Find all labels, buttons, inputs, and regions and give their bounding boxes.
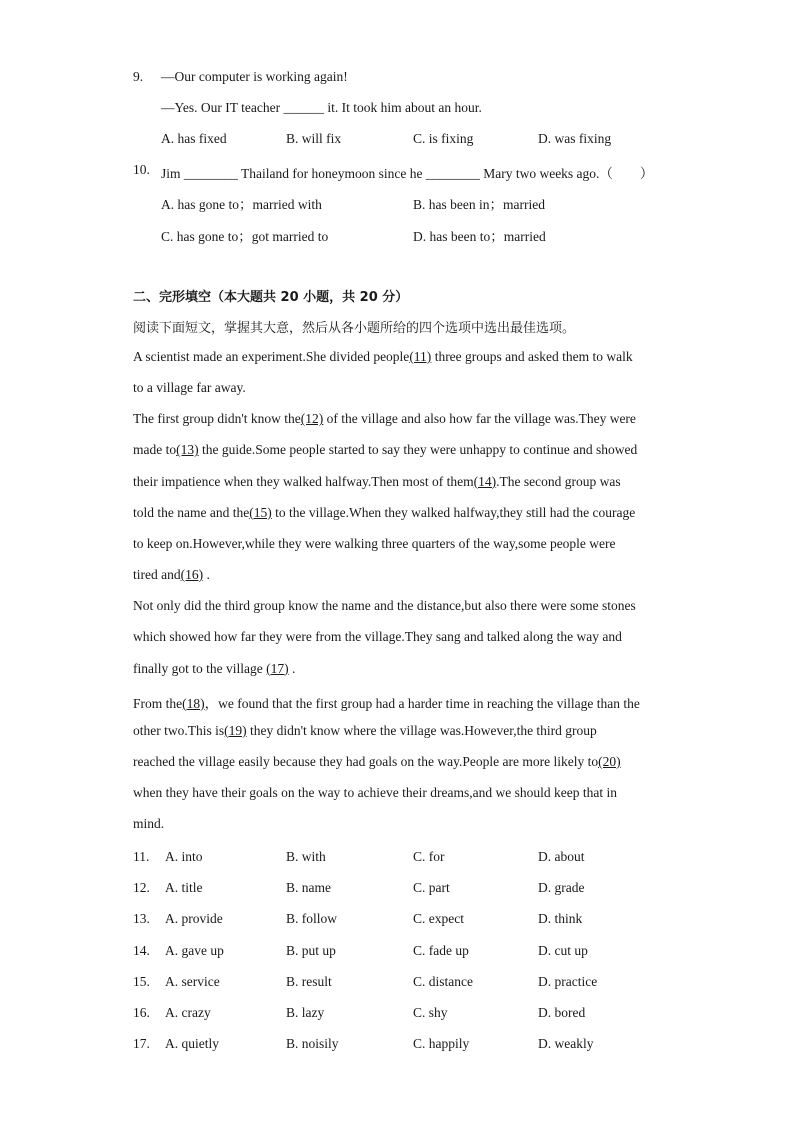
- passage-line: [133, 723, 597, 739]
- passage-text: .: [203, 567, 210, 583]
- question-9-option-c: C. is fixing: [413, 131, 474, 146]
- answer-option: B. name: [286, 880, 331, 896]
- passage-text: to the village.When they walked halfway,they still had the courage: [271, 504, 636, 520]
- passage-text: tired and: [133, 567, 181, 583]
- blank-number: (19): [224, 722, 247, 738]
- passage-text: to keep on.However,while they were walking three quarters of the way,some people were: [133, 535, 616, 551]
- passage-text: of the village and also how far the village was.They were: [323, 411, 636, 427]
- passage-line: [133, 536, 616, 552]
- answer-option: C. fade up: [413, 942, 469, 958]
- question-number: 11.: [133, 849, 150, 864]
- blank-number: (12): [300, 411, 324, 427]
- blank-number: (13): [176, 442, 199, 458]
- passage-line: [133, 411, 636, 427]
- passage-line: [133, 349, 633, 365]
- answer-option: C. part: [413, 880, 450, 896]
- question-10-option-d: D. has been to；married: [413, 229, 546, 244]
- question-10-option-a: A. has gone to；married with: [161, 197, 322, 212]
- question-number: 13.: [133, 911, 150, 927]
- answer-option: A. crazy: [165, 1005, 211, 1020]
- blank-number: (17): [266, 660, 289, 676]
- question-10-option-b: B. has been in；married: [413, 197, 545, 212]
- passage-text: three groups and asked them to walk: [431, 349, 633, 364]
- question-number: 15.: [133, 973, 150, 989]
- passage-line: [133, 598, 636, 614]
- passage-line: [133, 629, 622, 645]
- answer-option: D. about: [538, 849, 585, 864]
- answer-option: A. into: [165, 849, 203, 864]
- passage-line: [133, 661, 295, 677]
- answer-option: B. with: [286, 849, 326, 864]
- blank-number: (14): [473, 473, 497, 489]
- answer-option: D. cut up: [538, 942, 588, 958]
- answer-option: A. provide: [165, 911, 223, 927]
- answer-option: C. happily: [413, 1036, 470, 1052]
- answer-option: B. result: [286, 973, 332, 989]
- question-number: 12.: [133, 880, 150, 896]
- answer-option: A. service: [165, 973, 220, 989]
- answer-option: C. distance: [413, 973, 473, 989]
- answer-option: B. put up: [286, 942, 336, 958]
- question-number: 16.: [133, 1005, 150, 1020]
- blank-number: (20): [598, 753, 621, 769]
- answer-option: D. bored: [538, 1005, 586, 1020]
- passage-text: they didn't know where the village was.However,the third group: [246, 722, 597, 738]
- passage-line: [133, 816, 164, 832]
- passage-line: [133, 754, 621, 770]
- passage-text: ，we found that the first group had a harder time in reaching the village than the: [204, 695, 640, 711]
- question-number: 17.: [133, 1036, 150, 1052]
- passage-text: .The second group was: [496, 473, 621, 489]
- answer-option: A. title: [165, 880, 203, 896]
- passage-text: The first group didn't know the: [133, 411, 301, 427]
- passage-text: their impatience when they walked halfway.Then most of them: [133, 473, 474, 489]
- question-9-option-a: A. has fixed: [161, 131, 227, 146]
- passage-text: other two.This is: [133, 722, 225, 738]
- passage-text: reached the village easily because they had goals on the way.People are more likely to: [133, 753, 599, 769]
- question-10-option-c: C. has gone to；got married to: [161, 229, 329, 244]
- question-number: 14.: [133, 942, 150, 958]
- passage-text: made to: [133, 442, 177, 458]
- answer-option: B. follow: [286, 911, 338, 927]
- question-10-number: 10.: [133, 162, 150, 177]
- answer-option: A. gave up: [165, 942, 224, 958]
- section-instruction: 阅读下面短文，掌握其大意，然后从各小题所给的四个选项中选出最佳选项。: [133, 321, 576, 336]
- blank-number: (18): [182, 695, 205, 711]
- blank-number: (15): [249, 504, 272, 520]
- passage-text: finally got to the village: [133, 660, 267, 676]
- passage-line: [133, 442, 637, 458]
- answer-option: D. think: [538, 911, 583, 927]
- passage-line: [133, 785, 617, 801]
- question-9-line-1: —Our computer is working again!: [161, 69, 348, 84]
- passage-text: when they have their goals on the way to achieve their dreams,and we should keep that in: [133, 785, 617, 801]
- passage-text: Not only did the third group know the name and the distance,but also there were some stones: [133, 598, 636, 614]
- passage-text: From the: [133, 695, 183, 711]
- answer-option: D. practice: [538, 973, 598, 989]
- passage-line: [133, 505, 635, 521]
- passage-text: mind.: [133, 816, 165, 832]
- passage-line: [133, 380, 246, 396]
- passage-text: .: [288, 660, 296, 676]
- answer-option: B. lazy: [286, 1005, 325, 1020]
- passage-line: [133, 692, 640, 712]
- answer-option: C. expect: [413, 911, 464, 927]
- question-9-option-d: D. was fixing: [538, 131, 612, 146]
- answer-option: D. weakly: [538, 1036, 594, 1052]
- passage-text: told the name and the: [133, 504, 250, 520]
- blank-number: (16): [180, 567, 204, 583]
- question-9-option-b: B. will fix: [286, 131, 342, 146]
- answer-option: B. noisily: [286, 1036, 339, 1052]
- passage-text: to a village far away.: [133, 380, 246, 396]
- section-heading: 二、完形填空（本大题共 20 小题，共 20 分）: [133, 290, 409, 305]
- blank-number: (11): [409, 349, 432, 364]
- answer-option: D. grade: [538, 880, 585, 896]
- passage-line: [133, 474, 621, 490]
- answer-option: C. shy: [413, 1005, 448, 1020]
- question-9-line-2: —Yes. Our IT teacher ______ it. It took him about an hour.: [161, 100, 482, 115]
- answer-option: A. quietly: [165, 1036, 219, 1052]
- answer-option: C. for: [413, 849, 445, 864]
- passage-text: which showed how far they were from the village.They sang and talked along the way and: [133, 629, 622, 645]
- passage-text: the guide.Some people started to say they were unhappy to continue and showed: [198, 442, 638, 458]
- passage-line: [133, 567, 210, 583]
- question-9-number: 9.: [133, 69, 144, 84]
- passage-text: A scientist made an experiment.She divided people: [133, 349, 410, 364]
- question-10-stem: Jim ________ Thailand for honeymoon since he ________ Mary two weeks ago.（ ）: [161, 166, 654, 181]
